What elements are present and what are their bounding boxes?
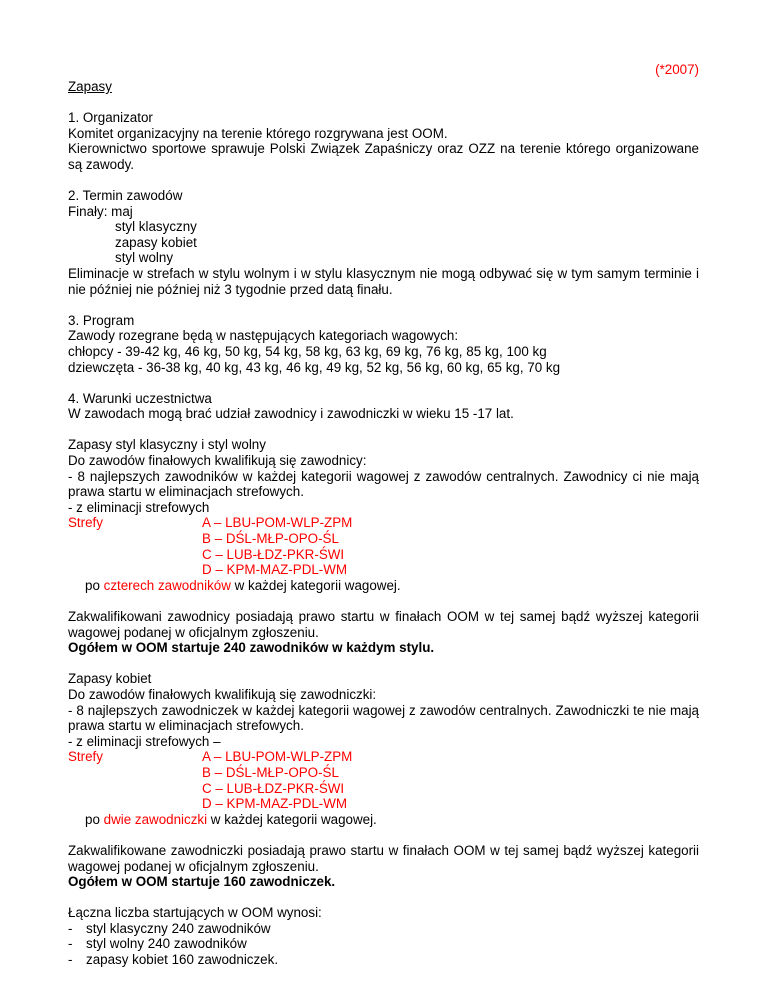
zones-label: Strefy (68, 749, 103, 765)
section-heading: 2. Termin zawodów (68, 187, 183, 203)
summary-item: - styl klasyczny 240 zawodników (68, 921, 699, 937)
list-item: - 8 najlepszych zawodników w każdej kategorii wagowej z zawodów centralnych. Zawodnicy ci nie mają prawa startu w eliminacjach strefowych. (68, 468, 699, 500)
total-line (68, 640, 699, 656)
zones-label: Strefy (68, 515, 103, 531)
zone-item: C – LUB-ŁDZ-PKR-ŚWI (202, 546, 345, 562)
section-heading: 4. Warunki uczestnictwa (68, 390, 212, 406)
section-women-total (68, 843, 699, 890)
section-men-qualification (68, 437, 699, 593)
paragraph: Do zawodów finałowych kwalifikują się zawodnicy: (68, 453, 367, 469)
paragraph: Eliminacje w strefach w stylu wolnym i w stylu klasycznym nie mogą odbywać się w tym samym terminie i nie później nie później niż 3 tygodnie przed datą finału. (68, 265, 699, 297)
section-heading: Zapasy styl klasyczny i styl wolny (68, 437, 266, 453)
section-heading: 3. Program (68, 312, 135, 328)
document-body (68, 110, 699, 968)
total-line (68, 874, 699, 890)
paragraph: W zawodach mogą brać udział zawodnicy i zawodniczki w wieku 15 -17 lat. (68, 406, 514, 422)
list-item: - z eliminacji strefowych – (68, 733, 221, 749)
summary-list (68, 921, 699, 968)
highlight-text: czterech zawodników (103, 577, 231, 593)
section-heading: 1. Organizator (68, 110, 153, 125)
zone-item: B – DŚL-MŁP-OPO-ŚL (202, 764, 339, 780)
section-heading: Zapasy kobiet (68, 671, 152, 687)
zone-item: B – DŚL-MŁP-OPO-ŚL (202, 531, 339, 547)
text: w każdej kategorii wagowej. (230, 577, 401, 593)
text: w każdej kategorii wagowej. (207, 811, 377, 827)
zone-item: C – LUB-ŁDZ-PKR-ŚWI (202, 780, 345, 796)
per-zone-line (68, 578, 699, 594)
zone-item: A – LBU-POM-WLP-ZPM (202, 749, 353, 765)
list-item: - z eliminacji strefowych (68, 499, 210, 515)
section-summary (68, 905, 699, 967)
document-title: Zapasy (68, 79, 112, 94)
paragraph: Komitet organizacyjny na terenie którego rozgrywana jest OOM. (68, 125, 448, 141)
section-conditions (68, 391, 699, 422)
bold-text: Ogółem w OOM startuje 240 zawodników w każdym stylu. (68, 640, 435, 656)
section-heading: Łączna liczba startujących w OOM wynosi: (68, 905, 322, 921)
section-men-total (68, 609, 699, 656)
zone-item: D – KPM-MAZ-PDL-WM (202, 796, 348, 812)
style-item: zapasy kobiet (115, 234, 197, 250)
per-zone-line (68, 812, 699, 828)
paragraph: Kierownictwo sportowe sprawuje Polski Związek Zapaśniczy oraz OZZ na terenie którego organizowane są zawody. (68, 141, 699, 172)
weight-categories-girls: dziewczęta - 36-38 kg, 40 kg, 43 kg, 46 kg, 49 kg, 52 kg, 56 kg, 60 kg, 65 kg, 70 kg (68, 359, 561, 375)
text: po (85, 811, 104, 827)
highlight-text: dwie zawodniczki (103, 811, 208, 827)
summary-item: - zapasy kobiet 160 zawodniczek. (68, 952, 699, 968)
finals-line: Finały: maj (68, 203, 133, 219)
summary-item: - styl wolny 240 zawodników (68, 936, 699, 952)
paragraph: Do zawodów finałowych kwalifikują się zawodniczki: (68, 686, 377, 702)
paragraph: Zawody rozegrane będą w następujących kategoriach wagowych: (68, 328, 459, 344)
weight-categories-boys: chłopcy - 39-42 kg, 46 kg, 50 kg, 54 kg, 58 kg, 63 kg, 69 kg, 76 kg, 85 kg, 100 kg (68, 343, 547, 359)
paragraph: Zakwalifikowani zawodnicy posiadają prawo startu w finałach OOM w tej samej bądź wyższej kategorii wagowej podanej w oficjalnym zgłoszeniu. (68, 609, 699, 640)
section-organizer (68, 110, 699, 172)
section-women-qualification (68, 671, 699, 827)
list-item: - 8 najlepszych zawodniczek w każdej kategorii wagowej z zawodów centralnych. Zawodniczki te nie mają prawa startu w eliminacjach strefowych. (68, 702, 699, 734)
year-note: (*2007) (655, 62, 699, 77)
zone-item: A – LBU-POM-WLP-ZPM (202, 515, 353, 531)
style-item: styl wolny (115, 250, 174, 266)
zones-table (68, 749, 699, 811)
paragraph: Zakwalifikowane zawodniczki posiadają prawo startu w finałach OOM w tej samej bądź wyższej kategorii wagowej podanej w oficjalnym zgłoszeniu. (68, 842, 699, 874)
zones-table (68, 515, 699, 577)
style-item: styl klasyczny (115, 219, 197, 235)
bold-text: Ogółem w OOM startuje 160 zawodniczek. (68, 874, 336, 890)
section-dates (68, 188, 699, 297)
text: po (85, 577, 104, 593)
zone-item: D – KPM-MAZ-PDL-WM (202, 562, 348, 578)
section-program (68, 313, 699, 375)
